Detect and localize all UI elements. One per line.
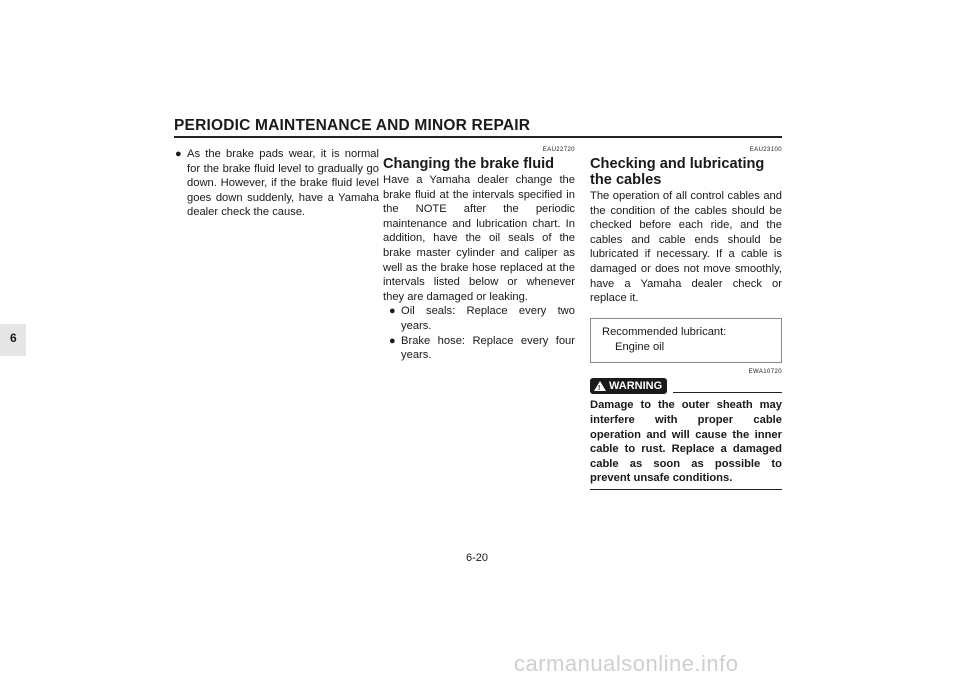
- section-code: EAU23100: [749, 147, 782, 153]
- section-body: The operation of all control cables and the condition of the cables should be checked before each ride, and the cables and cable ends should be lubricated if necessary. If a cable is damaged or does not move smoothly, have a Yamaha dealer check or replace it.: [590, 190, 782, 305]
- bullet-icon: ●: [389, 305, 396, 318]
- section-code: EAU22720: [542, 147, 575, 153]
- watermark: carmanualsonline.info: [514, 651, 739, 676]
- section-heading: Checking and lubricating the cables: [590, 156, 765, 188]
- bullet-item: [389, 304, 575, 333]
- bullet-text: Brake hose: Replace every four years.: [401, 334, 575, 362]
- page-header-title: PERIODIC MAINTENANCE AND MINOR REPAIR: [174, 117, 531, 134]
- warning-code: EWA10720: [748, 368, 782, 375]
- bullet-icon: ●: [389, 334, 396, 347]
- column-3: [590, 147, 782, 490]
- warning-triangle-icon: [594, 381, 606, 391]
- section-body: Have a Yamaha dealer change the brake fluid at the intervals specified in the NOTE after the periodic maintenance and lubrication chart. In addition, have the oil seals of the brake master cylinder and caliper as well as the brake hose replaced at the intervals listed below or whenever they are damaged or leaking.: [383, 174, 575, 303]
- bullet-text: As the brake pads wear, it is normal for the brake fluid level to gradually go down. However, if the brake fluid level goes down suddenly, have a Yamaha dealer check the cause.: [187, 148, 379, 219]
- bullet-item: [389, 334, 575, 363]
- lubricant-label: Recommended lubricant:: [602, 325, 727, 338]
- column-2: [383, 147, 575, 363]
- bullet-item: [175, 147, 379, 220]
- column-1: [175, 147, 379, 220]
- lubricant-value: Engine oil: [615, 340, 665, 353]
- bullet-icon: ●: [175, 148, 182, 160]
- bullet-text: Oil seals: Replace every two years.: [401, 305, 575, 332]
- page-number: 6-20: [466, 552, 489, 564]
- header-rule: [174, 136, 782, 138]
- warning-bottom-rule: [590, 489, 782, 490]
- lubricant-box: [590, 318, 782, 363]
- section-heading: Changing the brake fluid: [383, 156, 555, 172]
- warning-rule: [673, 392, 782, 393]
- warning-label: WARNING: [609, 379, 663, 392]
- warning-text: Damage to the outer sheath may interfere with proper cable operation and will cause the inner cable to rust. Replace a damaged cable as soon as possible to prevent unsafe conditions.: [590, 399, 782, 485]
- warning-header: [590, 378, 782, 395]
- chapter-number: 6: [10, 331, 17, 345]
- warning-badge: [590, 378, 667, 395]
